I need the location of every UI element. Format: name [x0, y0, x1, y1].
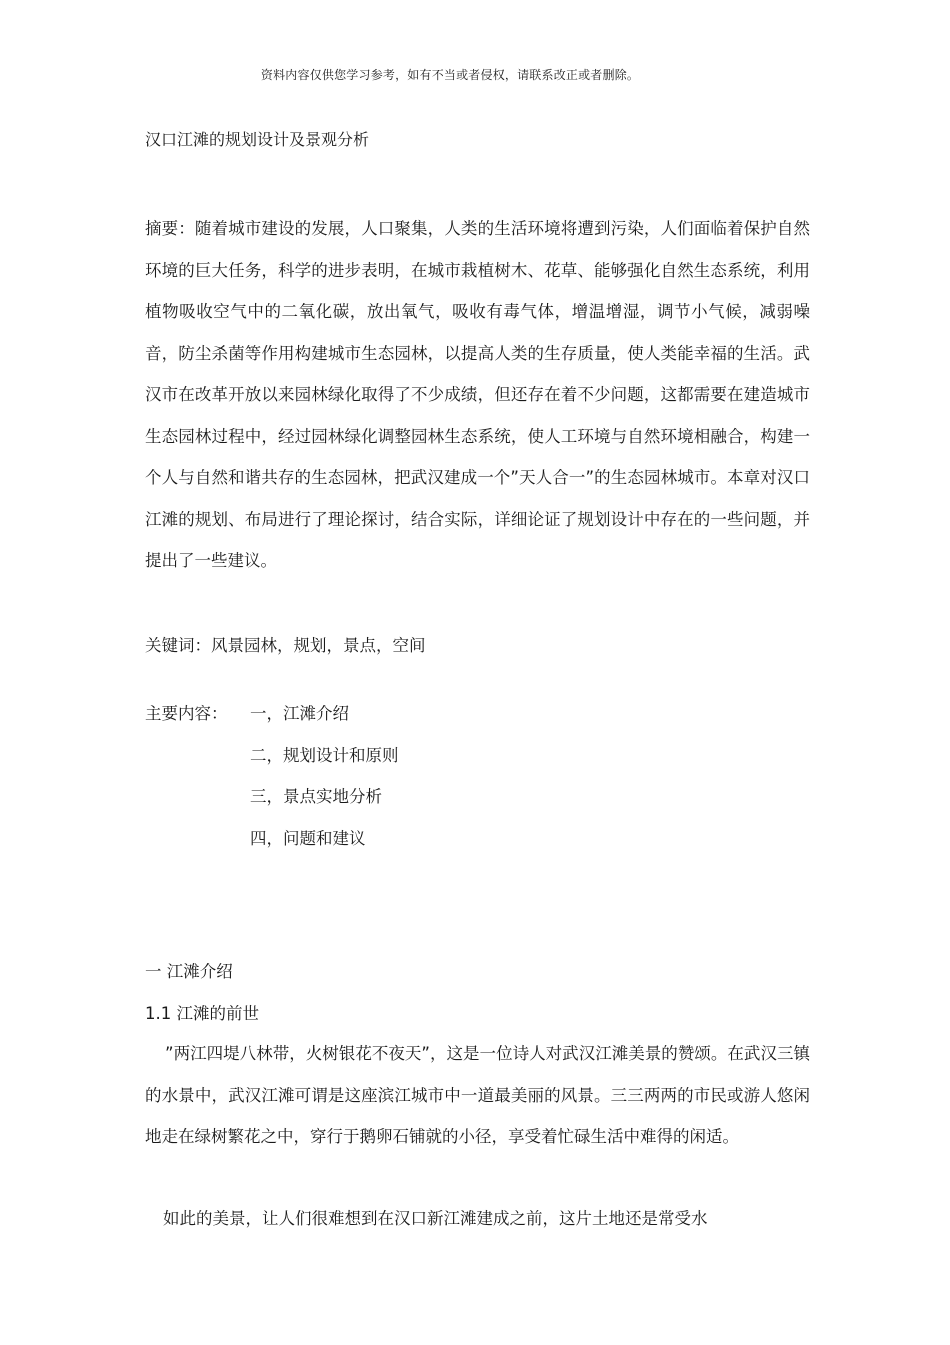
abstract-paragraph: 摘要：随着城市建设的发展，人口聚集，人类的生活环境将遭到污染，人们面临着保护自然环境的巨大任务，科学的进步表明，在城市栽植树木、花草、能够强化自然生态系统，利用植物吸收空气中的二氧化碳，放出氧气，吸收有毒气体，增温增湿，调节小气候，减弱噪音，防尘杀菌等作用构建城市生态园林，以提高人类的生存质量，使人类能幸福的生活。武汉市在改革开放以来园林绿化取得了不少成绩，但还存在着不少问题，这都需要在建造城市生态园林过程中，经过园林绿化调整园林生态系统，使人工环境与自然环境相融合，构建一个人与自然和谐共存的生态园林，把武汉建成一个”天人合一”的生态园林城市。本章对汉口江滩的规划、布局进行了理论探讨，结合实际，详细论证了规划设计中存在的一些问题，并提出了一些建议。 — [145, 219, 810, 570]
toc-list — [250, 700, 399, 866]
toc-item: 四，问题和建议 — [250, 828, 366, 848]
toc-item: 一，江滩介绍 — [250, 704, 349, 723]
body-paragraph: 如此的美景，让人们很难想到在汉口新江滩建成之前，这片土地还是常受水 — [163, 1209, 708, 1228]
keywords-line: 关键词：风景园林，规划，景点，空间 — [145, 636, 426, 655]
document-title: 汉口江滩的规划设计及景观分析 — [145, 130, 370, 149]
section-heading: 一 江滩介绍 — [145, 962, 233, 981]
toc-item: 三，景点实地分析 — [250, 787, 382, 806]
body-paragraph: ”两江四堤八林带，火树银花不夜天”，这是一位诗人对武汉江滩美景的赞颂。在武汉三镇的水景中，武汉江滩可谓是这座滨江城市中一道最美丽的风景。三三两两的市民或游人悠闲地走在绿树繁花之中，穿行于鹅卵石铺就的小径，享受着忙碌生活中难得的闲适。 — [145, 1044, 810, 1146]
toc-item: 二，规划设计和原则 — [250, 745, 399, 765]
copyright-notice: 资料内容仅供您学习参考，如有不当或者侵权，请联系改正或者删除。 — [260, 68, 640, 82]
subsection-heading: 1.1 江滩的前世 — [145, 1004, 259, 1023]
toc-label: 主要内容： — [145, 704, 228, 723]
